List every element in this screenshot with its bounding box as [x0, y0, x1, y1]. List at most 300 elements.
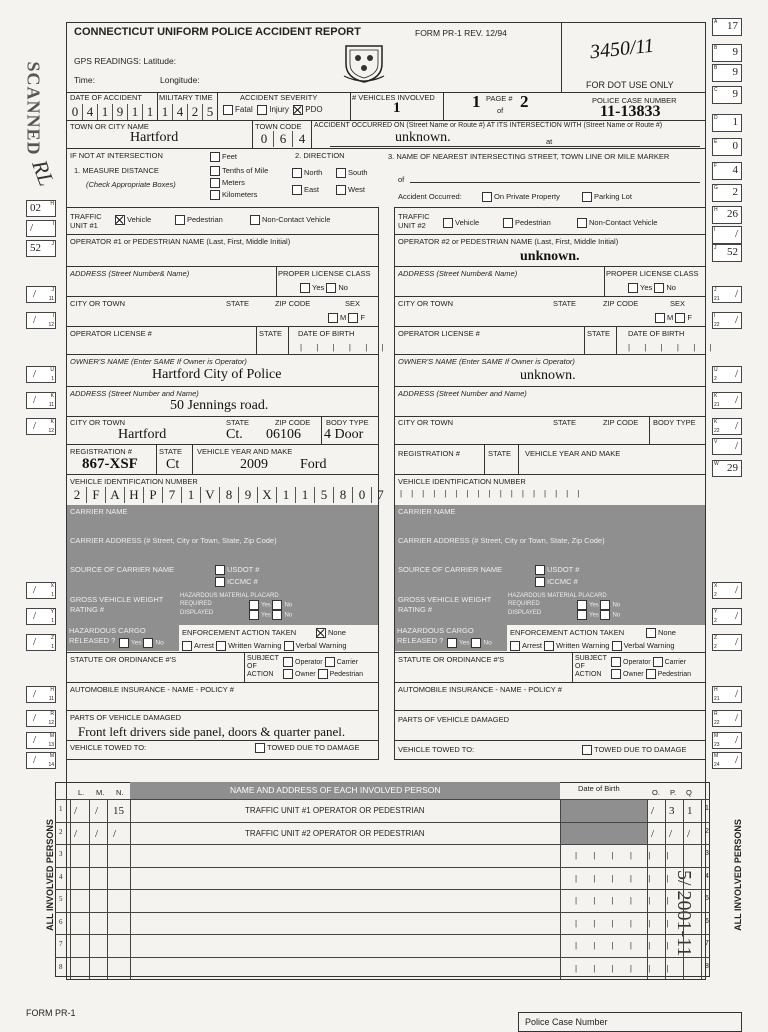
- page-of: of: [497, 106, 504, 115]
- unit2-code-sub: 22: [714, 428, 720, 434]
- unit1-subject-ped-checkbox[interactable]: [318, 669, 328, 679]
- injury-checkbox[interactable]: [257, 105, 267, 115]
- unit2-owner-city-label: CITY OR TOWN: [398, 418, 454, 427]
- unit2-haz-yes-label: Yes: [459, 639, 470, 647]
- town-code-label: TOWN CODE: [255, 122, 302, 131]
- row-divider: [560, 958, 561, 980]
- dot-code-value: 52: [727, 246, 738, 258]
- unit2-sex-label: SEX: [670, 299, 686, 308]
- unit1-enforcement-label: ENFORCEMENT ACTION TAKEN: [182, 628, 297, 637]
- unit2-vehicle-year-label: VEHICLE YEAR AND MAKE: [525, 449, 621, 458]
- form-title: CONNECTICUT UNIFORM POLICE ACCIDENT REPORT: [74, 26, 361, 38]
- unit1-haz-yes-checkbox[interactable]: [119, 638, 129, 648]
- unit1-disp-no-checkbox[interactable]: [272, 610, 282, 620]
- unit2-verbal-checkbox[interactable]: [612, 641, 622, 651]
- feet-checkbox[interactable]: [210, 152, 220, 162]
- unit1-owner-value: Hartford City of Police: [152, 367, 282, 382]
- dot-code-box[interactable]: [712, 18, 742, 36]
- row-divider: [701, 800, 702, 822]
- unit1-class-yes-checkbox[interactable]: [300, 283, 310, 293]
- unit2-code-box[interactable]: [712, 634, 742, 651]
- unit1-subject-owner-checkbox[interactable]: [283, 669, 293, 679]
- person-p-value: 3: [669, 805, 675, 817]
- unit2-opl-label: OPERATOR LICENSE #: [398, 329, 480, 338]
- unit1-opl-label: OPERATOR LICENSE #: [70, 329, 152, 338]
- unit1-year-value: 2009: [240, 457, 268, 472]
- dot-code-box[interactable]: [712, 206, 742, 224]
- unit1-towed-label: VEHICLE TOWED TO:: [70, 743, 147, 752]
- unit2-code-value: /: [734, 688, 738, 700]
- footer-case-box: [518, 1012, 742, 1032]
- person-row-number-right: 7: [705, 940, 709, 947]
- unit1-owner-address-label: ADDRESS (Street Number and Name): [70, 389, 199, 398]
- col-n-header: N.: [116, 788, 124, 797]
- unit2-code-sub: 2: [714, 644, 717, 650]
- unit2-code-sub: 22: [714, 322, 720, 328]
- unit2-disp-no-checkbox[interactable]: [600, 610, 610, 620]
- unit2-code-key: Y: [714, 609, 718, 615]
- dot-code-key: H: [714, 207, 718, 213]
- row-divider: [665, 823, 666, 845]
- unit1-none-checkbox[interactable]: [316, 628, 326, 638]
- unit2-code-box[interactable]: [712, 732, 742, 749]
- unit2-address-label: ADDRESS (Street Number& Name): [398, 269, 518, 278]
- dot-code-key: A: [714, 19, 718, 25]
- unit2-gvw-label: GROSS VEHICLE WEIGHT RATING #: [398, 595, 492, 614]
- unit1-make-value: Ford: [300, 457, 327, 472]
- unit1-code-sub: 12: [48, 720, 54, 726]
- person-dob-ticks: | | | | | |: [575, 851, 676, 860]
- unit1-male-checkbox[interactable]: [328, 313, 338, 323]
- unit2-noncontact-checkbox[interactable]: [577, 218, 587, 228]
- person-row: [55, 799, 710, 822]
- unit1-code-box[interactable]: [26, 752, 56, 769]
- unit1-icc-checkbox[interactable]: [215, 577, 225, 587]
- unit2-state-label: STATE: [553, 299, 577, 308]
- unit2-verbal-label: Verbal Warning: [623, 641, 675, 650]
- row-divider: [701, 868, 702, 890]
- case-number-label: POLICE CASE NUMBER: [592, 96, 677, 105]
- person-m-value: /: [95, 827, 99, 840]
- km-label: Kilometers: [222, 190, 258, 199]
- unit1-sex-label: SEX: [345, 299, 361, 308]
- dot-code-key: E: [714, 139, 718, 145]
- unit1-code-box[interactable]: [26, 634, 56, 651]
- unit1-code-box[interactable]: [26, 286, 56, 303]
- dot-code-value: 2: [732, 186, 738, 198]
- unit1-damaged-label: PARTS OF VEHICLE DAMAGED: [70, 713, 181, 722]
- dot-code-value: 9: [732, 46, 738, 58]
- unit2-arrest-checkbox[interactable]: [510, 641, 520, 651]
- unit1-pedestrian-label: Pedestrian: [187, 215, 223, 224]
- unit1-code-box[interactable]: [26, 418, 56, 435]
- unit1-subject-carrier-checkbox[interactable]: [325, 657, 335, 667]
- unit1-owner-city-value: Hartford: [118, 427, 167, 442]
- left-code-box[interactable]: [26, 200, 56, 217]
- unit2-carrier-address-label: CARRIER ADDRESS (# Street, City or Town, State, Zip Code): [398, 536, 605, 545]
- unit2-none-label: None: [658, 628, 676, 637]
- unit2-none-checkbox[interactable]: [646, 628, 656, 638]
- unit1-owner-label: OWNER'S NAME (Enter SAME If Owner is Operator): [70, 357, 247, 366]
- row-divider: [560, 868, 561, 890]
- person-row-number: 5: [59, 895, 63, 903]
- unit2-usdot-checkbox[interactable]: [535, 565, 545, 575]
- unit2-code-value: /: [734, 754, 738, 766]
- dob-header: Date of Birth: [578, 784, 620, 793]
- side-handwritten-number: 5/ 2001-11: [673, 870, 695, 957]
- row-divider: [560, 935, 561, 957]
- person-dob-ticks: | | | | | |: [575, 873, 676, 883]
- town-code: 0 6 4: [255, 131, 311, 147]
- unit2-pedestrian-checkbox[interactable]: [503, 218, 513, 228]
- unit2-code-box[interactable]: [712, 582, 742, 599]
- unit2-code-value: /: [734, 314, 738, 326]
- unit1-code-key: I: [52, 313, 54, 319]
- unit2-code-key: M: [714, 753, 719, 759]
- meters-checkbox[interactable]: [210, 178, 220, 188]
- longitude-label: Longitude:: [160, 75, 200, 85]
- unit2-operator-label: OPERATOR #2 or PEDESTRIAN NAME (Last, First, Middle Initial): [398, 237, 619, 246]
- east-label: East: [304, 185, 320, 194]
- left-code-key: J: [51, 241, 54, 247]
- occurred-on-value: unknown.: [395, 130, 451, 145]
- row-divider: [560, 823, 561, 845]
- row-divider: [70, 890, 71, 912]
- dot-code-key: J: [714, 245, 717, 251]
- unit1-code-box[interactable]: [26, 608, 56, 625]
- unit2-code-key: K: [714, 419, 718, 425]
- left-code-box[interactable]: [26, 240, 56, 257]
- person-row: [55, 957, 710, 980]
- unit2-code-box[interactable]: [712, 286, 742, 303]
- unit1-class-no-checkbox[interactable]: [326, 283, 336, 293]
- unit1-code-key: Z: [50, 635, 54, 641]
- unit1-usdot-checkbox[interactable]: [215, 565, 225, 575]
- unit1-towed-damage-label: TOWED DUE TO DAMAGE: [267, 743, 360, 752]
- vehicles-involved-value: 1: [393, 100, 401, 116]
- unit1-code-sub: 11: [48, 696, 54, 702]
- person-row-number-right: 4: [705, 872, 709, 880]
- unit2-disp-yes-checkbox[interactable]: [577, 610, 587, 620]
- unit1-opl-state-label: STATE: [259, 329, 283, 338]
- unit1-vin-label: VEHICLE IDENTIFICATION NUMBER: [70, 477, 198, 486]
- unit1-haz-no-checkbox[interactable]: [143, 638, 153, 648]
- unit1-none-label: None: [328, 628, 346, 637]
- row-divider: [89, 890, 90, 912]
- pdo-label: PDO: [305, 105, 323, 115]
- persons-side-label-left: ALL INVOLVED PERSONS: [44, 819, 55, 931]
- unit1-pedestrian-checkbox[interactable]: [175, 215, 185, 225]
- pdo-checkbox[interactable]: [293, 105, 303, 115]
- unit2-subject-label: SUBJECT OF ACTION: [575, 655, 607, 678]
- of-label: of: [398, 175, 405, 184]
- unit1-code-box[interactable]: [26, 392, 56, 409]
- unit2-haz-no-label: No: [483, 639, 492, 647]
- unit2-code-value: /: [734, 610, 738, 622]
- unit2-towed-damage-label: TOWED DUE TO DAMAGE: [594, 745, 687, 754]
- unit2-icc-checkbox[interactable]: [535, 577, 545, 587]
- dot-code-key: F: [714, 163, 718, 169]
- unit1-disp-no-label: No: [284, 612, 293, 619]
- unit1-owner-zip-label: ZIP CODE: [275, 418, 311, 427]
- unit1-code-sub: 1: [51, 618, 54, 624]
- row-divider: [130, 913, 131, 935]
- unit1-code-key: K: [50, 393, 54, 399]
- unit2-arrest-label: Arrest: [522, 641, 543, 650]
- town-value: Hartford: [130, 130, 179, 145]
- unit1-carrier-address-label: CARRIER ADDRESS (# Street, City or Town, State, Zip Code): [70, 536, 277, 545]
- unit1-vehicle-checkbox[interactable]: [115, 215, 125, 225]
- unit2-code-box[interactable]: [712, 392, 742, 409]
- unit2-code-value: /: [734, 712, 738, 724]
- unit1-code-box[interactable]: [26, 732, 56, 749]
- unit2-code-key: K: [714, 393, 718, 399]
- unit1-written-checkbox[interactable]: [216, 641, 226, 651]
- dot-code-value: 0: [732, 140, 738, 152]
- unit1-noncontact-label: Non-Contact Vehicle: [262, 215, 331, 224]
- fatal-label: Fatal: [235, 105, 253, 115]
- unit2-towed-checkbox[interactable]: [582, 745, 592, 755]
- unit1-owner-city-label: CITY OR TOWN: [70, 418, 126, 427]
- dot-code-box[interactable]: [712, 86, 742, 104]
- person-dob-ticks: | | | | | |: [575, 918, 676, 928]
- unit2-code-value: /: [734, 584, 738, 596]
- unit2-carrier-section: [395, 505, 705, 625]
- unit1-address-label: ADDRESS (Street Number& Name): [70, 269, 190, 278]
- west-checkbox[interactable]: [336, 185, 346, 195]
- row-divider: [130, 868, 131, 890]
- unit1-code-sub: 11: [48, 296, 54, 302]
- unit1-verbal-checkbox[interactable]: [284, 641, 294, 651]
- form-revision: FORM PR-1 REV. 12/94: [415, 28, 507, 38]
- unit2-hazmat-label: HAZARDOUS MATERIAL PLACARD: [508, 593, 607, 599]
- dot-code-box[interactable]: [712, 138, 742, 156]
- unit2-code-box[interactable]: [712, 438, 742, 455]
- person-l-value: /: [74, 827, 78, 840]
- unit2-code-key: U: [714, 367, 718, 373]
- unit2-written-checkbox[interactable]: [544, 641, 554, 651]
- person-name[interactable]: TRAFFIC UNIT #2 OPERATOR OR PEDESTRIAN: [245, 828, 425, 838]
- north-checkbox[interactable]: [292, 168, 302, 178]
- dot-code-value: 4: [732, 164, 738, 176]
- unit2-dob-label: DATE OF BIRTH: [628, 329, 685, 338]
- unit1-code-sub: 1: [51, 376, 54, 382]
- unit1-code-box[interactable]: [26, 366, 56, 383]
- unit2-male-label: M: [667, 313, 674, 322]
- unit2-code-box[interactable]: [712, 608, 742, 625]
- unit2-code-box[interactable]: [712, 686, 742, 703]
- unit1-carrier-source-label: SOURCE OF CARRIER NAME: [70, 565, 175, 574]
- dot-code-value: /: [734, 228, 738, 240]
- unit1-code-value: /: [33, 368, 37, 380]
- row-divider: [701, 823, 702, 845]
- unit1-noncontact-checkbox[interactable]: [250, 215, 260, 225]
- row-divider: [683, 868, 684, 890]
- unit1-written-label: Written Warning: [228, 641, 282, 650]
- person-p-value: /: [669, 827, 673, 840]
- unit1-owner-zip-value: 06106: [266, 427, 301, 442]
- tenths-checkbox[interactable]: [210, 166, 220, 176]
- left-code-box[interactable]: [26, 220, 56, 237]
- east-checkbox[interactable]: [292, 185, 302, 195]
- person-row: [55, 889, 710, 912]
- row-divider: [701, 958, 702, 980]
- unit1-code-key: R: [50, 711, 54, 717]
- unit2-icc-label: ICCMC #: [547, 577, 578, 586]
- unit1-body-label: BODY TYPE: [326, 418, 369, 427]
- unit2-female-checkbox[interactable]: [675, 313, 685, 323]
- unit2-class-yes-label: Yes: [640, 283, 653, 292]
- person-l-value: /: [74, 805, 78, 817]
- unit2-code-sub: 21: [714, 296, 720, 302]
- person-q-value: 1: [687, 805, 693, 817]
- dot-code-box[interactable]: [712, 114, 742, 132]
- unit1-subject-label: SUBJECT OF ACTION: [247, 655, 279, 678]
- unit2-male-checkbox[interactable]: [655, 313, 665, 323]
- unit1-code-key: U: [50, 367, 54, 373]
- unit1-arrest-checkbox[interactable]: [182, 641, 192, 651]
- unit2-subject-carrier-checkbox[interactable]: [653, 657, 663, 667]
- unit2-haz-yes-checkbox[interactable]: [447, 638, 457, 648]
- unit1-subject-operator-label: Operator: [295, 658, 323, 666]
- unit1-class-yes-label: Yes: [312, 283, 325, 292]
- persons-header: NAME AND ADDRESS OF EACH INVOLVED PERSON: [230, 785, 441, 795]
- dot-code-box[interactable]: [712, 244, 742, 262]
- person-row-number-right: 1: [705, 805, 709, 812]
- unit2-subject-ped-checkbox[interactable]: [646, 669, 656, 679]
- unit1-code-box[interactable]: [26, 582, 56, 599]
- person-row: [55, 822, 710, 845]
- dot-code-value: 26: [727, 208, 738, 220]
- unit2-code-sub: 21: [714, 402, 720, 408]
- unit2-class-yes-checkbox[interactable]: [628, 283, 638, 293]
- unit2-city-label: CITY OR TOWN: [398, 299, 454, 308]
- row-divider: [560, 913, 561, 935]
- unit1-code-key: X: [50, 583, 54, 589]
- persons-side-label-right: ALL INVOLVED PERSONS: [732, 819, 743, 931]
- unit2-req-yes-checkbox[interactable]: [577, 600, 587, 610]
- person-name[interactable]: TRAFFIC UNIT #1 OPERATOR OR PEDESTRIAN: [245, 806, 425, 815]
- unit1-owner-address-value: 50 Jennings road.: [170, 398, 269, 413]
- unit2-code-box[interactable]: [712, 418, 742, 435]
- connecticut-seal-icon: [340, 40, 388, 84]
- unit1-license-class-label: PROPER LICENSE CLASS: [278, 269, 371, 278]
- row-divider: [89, 845, 90, 867]
- row-divider: [560, 845, 561, 867]
- unit1-code-box[interactable]: [26, 312, 56, 329]
- unit1-damaged-value: Front left drivers side panel, doors & quarter panel.: [78, 724, 346, 739]
- row-divider: [107, 823, 108, 845]
- unit1-code-sub: 1: [51, 644, 54, 650]
- person-o-value: /: [651, 805, 655, 817]
- fatal-checkbox[interactable]: [223, 105, 233, 115]
- unit1-city-label: CITY OR TOWN: [70, 299, 126, 308]
- feet-label: Feet: [222, 152, 238, 161]
- unit1-female-label: F: [360, 313, 365, 322]
- unit2-code-sub: 2: [714, 376, 717, 382]
- west-label: West: [348, 185, 365, 194]
- unit2-written-label: Written Warning: [556, 641, 610, 650]
- unit2-body-label: BODY TYPE: [653, 418, 696, 427]
- dot-code-box[interactable]: [712, 162, 742, 180]
- row-divider: [130, 845, 131, 867]
- unit2-req-no-checkbox[interactable]: [600, 600, 610, 610]
- unit1-req-yes-checkbox[interactable]: [249, 600, 259, 610]
- persons-header-shade: [130, 782, 560, 799]
- unit1-gvw-label: GROSS VEHICLE WEIGHT RATING #: [70, 595, 164, 614]
- unit2-code-value: /: [734, 636, 738, 648]
- dot-code-key: B: [714, 45, 718, 51]
- unit2-reg-state-label: STATE: [488, 449, 512, 458]
- unit2-code-box[interactable]: [712, 460, 742, 477]
- unit2-enforcement-label: ENFORCEMENT ACTION TAKEN: [510, 628, 625, 637]
- person-row-number: 4: [59, 872, 63, 881]
- km-checkbox[interactable]: [210, 190, 220, 200]
- unit2-code-value: /: [734, 368, 738, 380]
- private-property-checkbox[interactable]: [482, 192, 492, 202]
- unit2-subject-owner-checkbox[interactable]: [611, 669, 621, 679]
- row-divider: [107, 868, 108, 890]
- unit2-code-sub: 24: [714, 762, 720, 768]
- unit1-icc-label: ICCMC #: [227, 577, 258, 586]
- unit1-female-checkbox[interactable]: [348, 313, 358, 323]
- unit2-vehicle-checkbox[interactable]: [443, 218, 453, 228]
- col-q-header: Q: [686, 788, 692, 797]
- unit2-statute-label: STATUTE OR ORDINANCE #'S: [398, 655, 505, 664]
- dot-code-box[interactable]: [712, 226, 742, 244]
- unit2-haz-no-checkbox[interactable]: [471, 638, 481, 648]
- parking-lot-checkbox[interactable]: [582, 192, 592, 202]
- unit1-dob-label: DATE OF BIRTH: [298, 329, 355, 338]
- unit1-subject-operator-checkbox[interactable]: [283, 657, 293, 667]
- unit2-owner-label: OWNER'S NAME (Enter SAME If Owner is Operator): [398, 357, 575, 366]
- unit1-disp-yes-checkbox[interactable]: [249, 610, 259, 620]
- unit2-code-key: J: [714, 287, 717, 293]
- row-divider: [683, 890, 684, 912]
- row-divider: [130, 823, 131, 845]
- unit1-req-yes-label: Yes: [261, 602, 271, 609]
- unit2-code-sub: 23: [714, 742, 720, 748]
- row-divider: [701, 935, 702, 957]
- unit1-carrier-section: [67, 505, 378, 625]
- unit1-code-box[interactable]: [26, 710, 56, 727]
- person-q-value: /: [687, 827, 691, 840]
- unit2-required-label: REQUIRED: [508, 601, 540, 607]
- unit2-code-sub: 2: [714, 618, 717, 624]
- dot-code-box[interactable]: [712, 184, 742, 202]
- unit2-code-box[interactable]: [712, 366, 742, 383]
- unit1-req-no-checkbox[interactable]: [272, 600, 282, 610]
- unit2-class-no-checkbox[interactable]: [654, 283, 664, 293]
- row-divider: [89, 868, 90, 890]
- unit2-code-key: Z: [714, 635, 718, 641]
- dot-code-box[interactable]: [712, 64, 742, 82]
- unit1-code-value: /: [33, 394, 37, 406]
- south-checkbox[interactable]: [336, 168, 346, 178]
- unit2-code-box[interactable]: [712, 710, 742, 727]
- row-divider: [89, 823, 90, 845]
- unit2-code-box[interactable]: [712, 752, 742, 769]
- unit2-subject-operator-checkbox[interactable]: [611, 657, 621, 667]
- unit1-towed-checkbox[interactable]: [255, 743, 265, 753]
- unit1-code-value: /: [33, 688, 37, 700]
- dot-code-box[interactable]: [712, 44, 742, 62]
- row-divider: [107, 845, 108, 867]
- unit1-code-box[interactable]: [26, 686, 56, 703]
- time-label: Time:: [74, 75, 95, 85]
- unit2-code-box[interactable]: [712, 312, 742, 329]
- unit2-owner-value: unknown.: [520, 368, 576, 383]
